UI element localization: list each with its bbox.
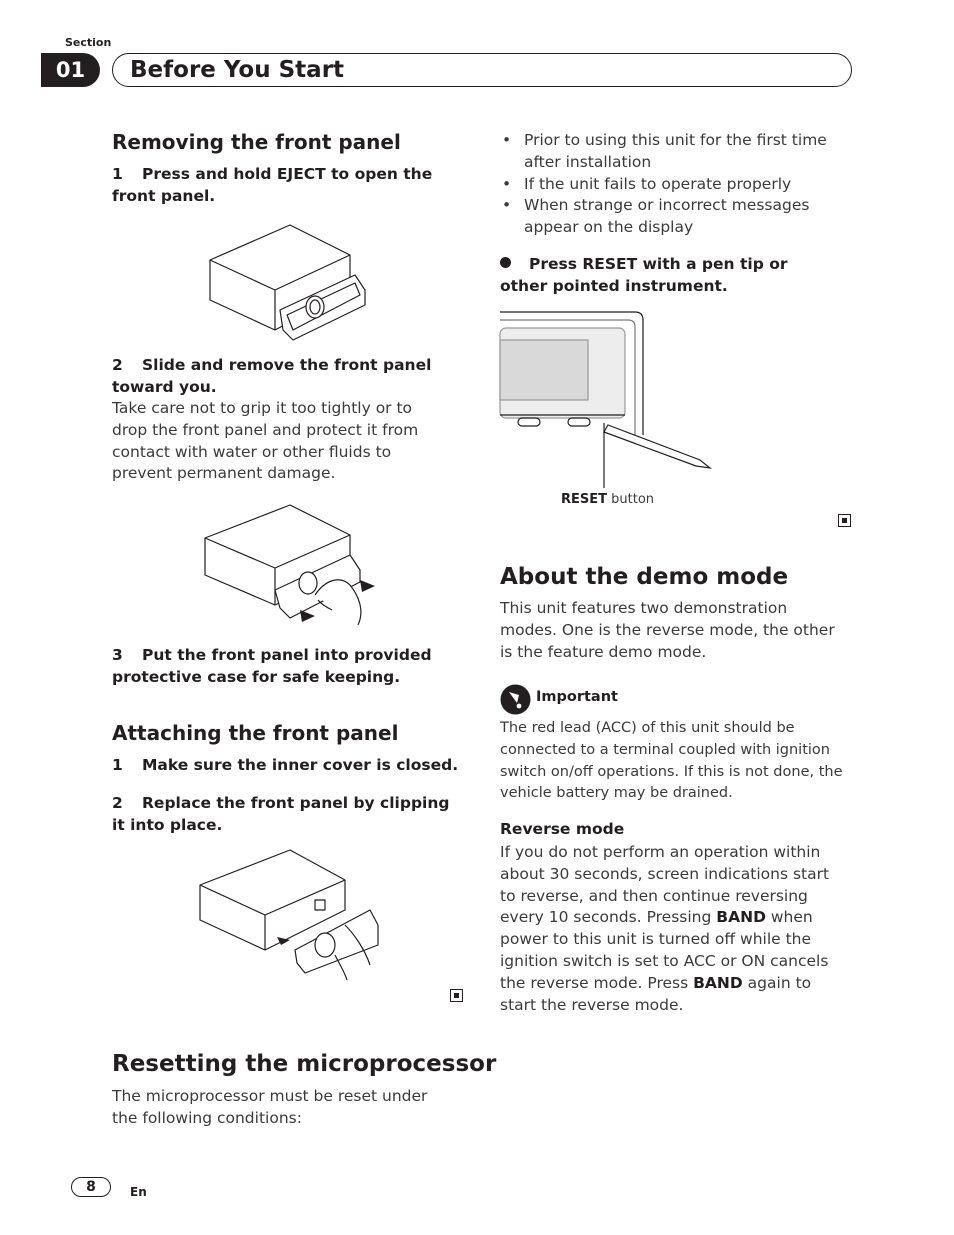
step-number: 2 — [112, 794, 123, 812]
step-number: 3 — [112, 646, 123, 664]
list-item: • Prior to using this unit for the first time after installation — [500, 130, 840, 174]
section-label: Section — [65, 36, 112, 49]
step-number: 1 — [112, 756, 123, 774]
reset-conditions-list — [500, 130, 840, 239]
illustration-slide-remove — [200, 500, 390, 630]
step-number: 1 — [112, 165, 123, 183]
caption-rest: button — [607, 492, 655, 507]
end-mark — [450, 989, 463, 1002]
removing-step-2-note: Take care not to grip it too tightly or to drop the front panel and protect it from contact with water or other fluids to prevent permanent damage. — [112, 399, 419, 483]
attaching-heading: Attaching the front panel — [112, 721, 399, 745]
step-text: Replace the front panel by clipping it into place. — [112, 794, 450, 834]
text-run: when power to this unit is turned off while the ignition switch is set to ACC or ON cancels the reverse mode. Press — [500, 908, 829, 992]
band-keyword: BAND — [693, 973, 743, 992]
important-text: The red lead (ACC) of this unit should be connected to a terminal coupled with ignition switch on/off operations. If this is not done, the vehicle battery may be drained. — [500, 720, 843, 802]
reset-button-caption — [561, 492, 654, 507]
end-mark — [838, 514, 851, 527]
resetting-intro: The microprocessor must be reset under the following conditions: — [112, 1087, 428, 1127]
bullet-dot-icon — [500, 257, 511, 268]
step-text: Press and hold EJECT to open the front panel. — [112, 165, 433, 205]
list-item: • If the unit fails to operate properly — [500, 174, 840, 196]
important-label: Important — [536, 689, 618, 705]
language-code: En — [130, 1185, 147, 1199]
instruction-text: Press RESET with a pen tip or other pointed instrument. — [500, 255, 788, 295]
demo-intro: This unit features two demonstration modes. One is the reverse mode, the other is the feature demo mode. — [500, 599, 835, 661]
section-title: Before You Start — [130, 57, 345, 83]
page-number: 8 — [71, 1177, 111, 1197]
attaching-step-1 — [112, 755, 462, 777]
step-text: Make sure the inner cover is closed. — [142, 756, 459, 774]
removing-step-2 — [112, 355, 447, 398]
step-text: Put the front panel into provided protective case for safe keeping. — [112, 646, 432, 686]
text-run: If you do not perform an operation within about 30 seconds, screen indications start to reverse, and then continue reversing every 10 seconds. Pressing — [500, 843, 830, 927]
attaching-step-2 — [112, 793, 452, 836]
reverse-mode-body — [500, 842, 845, 1016]
list-item: • When strange or incorrect messages appear on the display — [500, 195, 840, 239]
band-keyword: BAND — [716, 908, 766, 927]
section-number: 01 — [41, 53, 100, 87]
step-text: Slide and remove the front panel toward you. — [112, 356, 432, 396]
exclamation-circle-icon — [500, 684, 531, 715]
illustration-eject — [205, 215, 375, 340]
text-run: again to start the reverse mode. — [500, 973, 812, 1014]
illustration-attach — [195, 845, 385, 985]
demo-heading: About the demo mode — [500, 564, 789, 590]
caption-bold: RESET — [561, 492, 608, 507]
removing-heading: Removing the front panel — [112, 130, 401, 154]
reset-instruction — [500, 254, 840, 297]
reverse-mode-heading: Reverse mode — [500, 820, 625, 838]
illustration-reset-button — [500, 310, 715, 470]
removing-step-3 — [112, 645, 452, 688]
step-number: 2 — [112, 356, 123, 374]
removing-step-1 — [112, 164, 462, 207]
resetting-heading: Resetting the microprocessor — [112, 1051, 497, 1077]
